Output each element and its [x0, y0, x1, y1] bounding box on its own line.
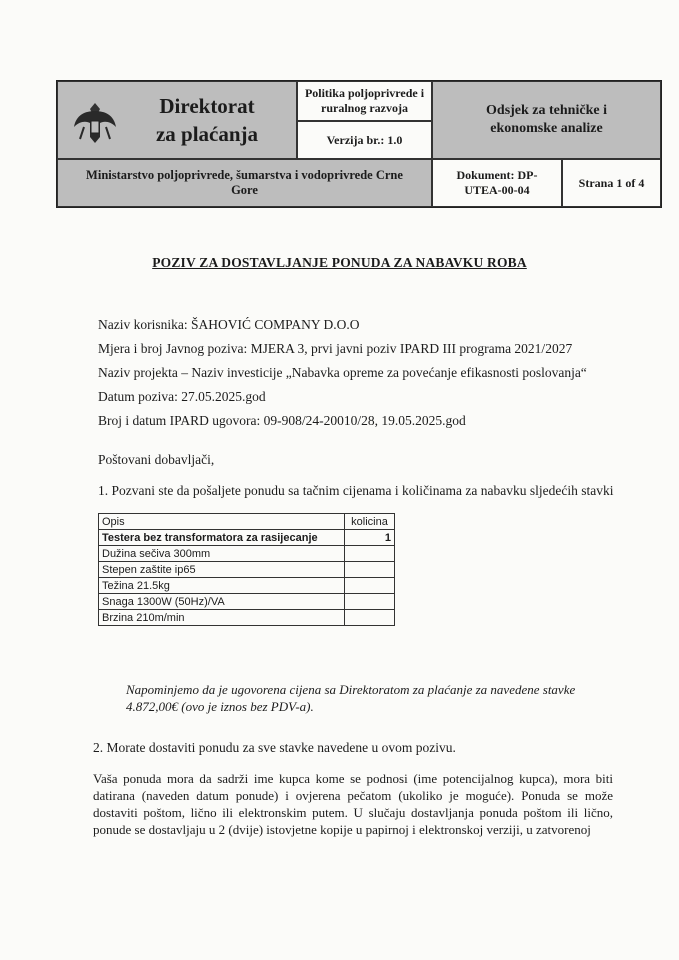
- page-number-cell: [562, 159, 661, 207]
- directorate-cell: [57, 81, 297, 159]
- item-opis: Brzina 210m/min: [99, 610, 345, 626]
- item-kolicina: [345, 578, 395, 594]
- item-opis: Snaga 1300W (50Hz)/VA: [99, 594, 345, 610]
- coat-of-arms-icon: [70, 97, 120, 147]
- table-row: [99, 562, 395, 578]
- item-opis: Težina 21.5kg: [99, 578, 345, 594]
- department-text: Odsjek za tehničke i ekonomske analize: [486, 103, 607, 136]
- contract-line: Broj i datum IPARD ugovora: 09-908/24-20010/28, 19.05.2025.god: [98, 413, 466, 428]
- item-kolicina: [345, 594, 395, 610]
- policy-text: Politika poljoprivrede i ruralnog razvoja: [304, 86, 425, 115]
- table-row: [99, 610, 395, 626]
- price-note: Napominjemo da je ugovorena cijena sa Direktoratom za plaćanje za navedene stavke 4.872,00€ (ovo je iznos bez PDV-a).: [126, 682, 576, 714]
- measure-line: Mjera i broj Javnog poziva: MJERA 3, prvi javni poziv IPARD III programa 2021/2027: [98, 341, 573, 356]
- document-code: Dokument: DP-UTEA-00-04: [456, 168, 538, 197]
- item-opis: Stepen zaštite ip65: [99, 562, 345, 578]
- item-opis: Testera bez transformatora za rasijecanje: [99, 530, 345, 546]
- table-row: [99, 594, 395, 610]
- item-opis: Dužina sečiva 300mm: [99, 546, 345, 562]
- document-header: [56, 80, 662, 208]
- document-code-cell: [432, 159, 562, 207]
- version-cell: [297, 121, 432, 159]
- ministry-text: Ministarstvo poljoprivrede, šumarstva i vodoprivrede Crne Gore: [86, 168, 403, 197]
- table-header-row: [99, 514, 395, 530]
- submission-paragraph: Vaša ponuda mora da sadrži ime kupca kome se podnosi (ime potencijalnog kupca), mora biti datirana (naveden datum ponude) i ovjerena pečatom (ukoliko je moguće). Ponuda se može dostaviti poštom, lično ili elektronskim putem. U slučaju dostavljanja ponuda poštom ili lično, ponude se dostavljaju u 2 (dvije) istovjetne kopije u papirnoj i elektronskoj verziji, u zatvorenoj: [93, 771, 613, 837]
- policy-cell: [297, 81, 432, 121]
- beneficiary-line: Naziv korisnika: ŠAHOVIĆ COMPANY D.O.O: [98, 317, 360, 332]
- project-line: Naziv projekta – Naziv investicije „Nabavka opreme za povećanje efikasnosti poslovanja“: [98, 365, 587, 380]
- page-number: Strana 1 of 4: [578, 175, 645, 190]
- version-text: Verzija br.: 1.0: [326, 132, 403, 147]
- table-row: [99, 578, 395, 594]
- directorate-title: Direktorat za plaćanja: [155, 94, 259, 146]
- table-row: [99, 530, 395, 546]
- item-kolicina: [345, 546, 395, 562]
- department-cell: [432, 81, 661, 159]
- items-table: [98, 513, 395, 626]
- header-kolicina: kolicina: [345, 514, 395, 530]
- table-row: [99, 546, 395, 562]
- point-1: 1. Pozvani ste da pošaljete ponudu sa tačnim cijenama i količinama za nabavku sljedećih stavki: [98, 483, 614, 498]
- greeting: Poštovani dobavljači,: [98, 452, 215, 467]
- item-kolicina: [345, 610, 395, 626]
- point-2: 2. Morate dostaviti ponudu za sve stavke navedene u ovom pozivu.: [93, 740, 456, 755]
- item-kolicina: [345, 562, 395, 578]
- item-kolicina: 1: [345, 530, 395, 546]
- ministry-cell: [57, 159, 432, 207]
- date-line: Datum poziva: 27.05.2025.god: [98, 389, 266, 404]
- header-opis: Opis: [99, 514, 345, 530]
- page-title: POZIV ZA DOSTAVLJANJE PONUDA ZA NABAVKU ROBA: [152, 255, 527, 270]
